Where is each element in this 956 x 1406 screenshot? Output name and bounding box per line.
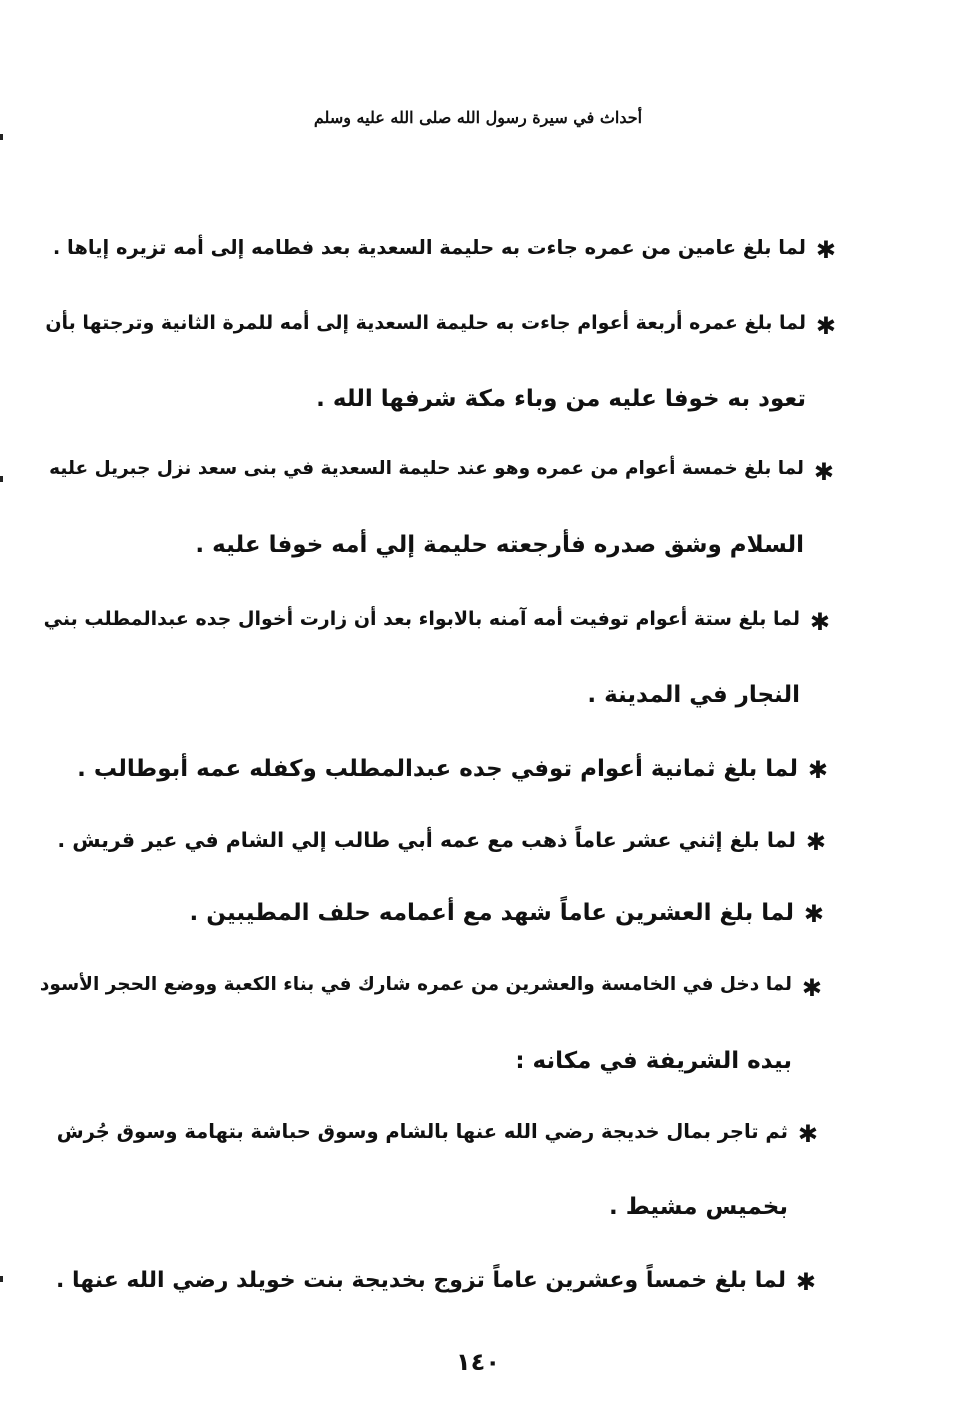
scan-edge-mark: [0, 476, 3, 482]
event-6-line-1: لما بلغ إثني عشر عاماً ذهب مع عمه أبي طالب إلي الشام في عير قريش .: [57, 828, 796, 852]
event-2-line-2: تعود به خوفا عليه من وباء مكة شرفها الله .: [316, 386, 806, 412]
bullet-icon: ✱: [807, 756, 828, 784]
page-title: أحداث في سيرة رسول الله صلى الله عليه وسلم: [313, 108, 643, 127]
event-3-line-1: لما بلغ خمسة أعوام من عمره وهو عند حليمة السعدية في بنى سعد نزل جبريل عليه: [49, 458, 804, 479]
bullet-icon: ✱: [795, 1268, 816, 1296]
bullet-icon: ✱: [803, 900, 824, 928]
event-8-line-1: لما دخل في الخامسة والعشرين من عمره شارك في بناء الكعبة ووضع الحجر الأسود: [39, 974, 792, 995]
event-10-line-1: لما بلغ خمساً وعشرين عاماً تزوج بخديجة بنت خويلد رضي الله عنها .: [55, 1268, 786, 1293]
event-7-line-1: لما بلغ العشرين عاماً شهد مع أعمامه حلف المطيبين .: [189, 900, 794, 926]
event-2-line-1: لما بلغ عمره أربعة أعوام جاءت به حليمة السعدية إلى أمه للمرة الثانية وترجتها بأن: [45, 312, 806, 334]
event-9-line-2: بخميس مشيط .: [609, 1194, 788, 1220]
event-9-line-1: ثم تاجر بمال خديجة رضي الله عنها بالشام وسوق حباشة بتهامة وسوق جُرش: [56, 1120, 788, 1143]
bullet-icon: ✱: [809, 608, 830, 636]
scan-edge-mark: [0, 134, 3, 140]
bullet-icon: ✱: [801, 974, 822, 1002]
event-5-line-1: لما بلغ ثمانية أعوام توفي جده عبدالمطلب وكفله عمه أبوطالب .: [77, 756, 798, 782]
event-4-line-1: لما بلغ ستة أعوام توفيت أمه آمنه بالابواء بعد أن زارت أخوال جده عبدالمطلب بني: [43, 608, 800, 630]
event-4-line-2: النجار في المدينة .: [587, 682, 800, 708]
page-number: ١٤٠: [456, 1348, 500, 1376]
event-1-line-1: لما بلغ عامين من عمره جاءت به حليمة السعدية بعد فطامه إلى أمه تزيره إياها .: [52, 236, 806, 259]
event-3-line-2: السلام وشق صدره فأرجعته حليمة إلي أمه خوفا عليه .: [195, 532, 804, 558]
bullet-icon: ✱: [797, 1120, 818, 1148]
event-8-line-2: بيده الشريفة في مكانه :: [515, 1048, 792, 1074]
scan-edge-mark: [0, 1276, 3, 1282]
bullet-icon: ✱: [805, 828, 826, 856]
bullet-icon: ✱: [813, 458, 834, 486]
bullet-icon: ✱: [815, 312, 836, 340]
bullet-icon: ✱: [815, 236, 836, 264]
